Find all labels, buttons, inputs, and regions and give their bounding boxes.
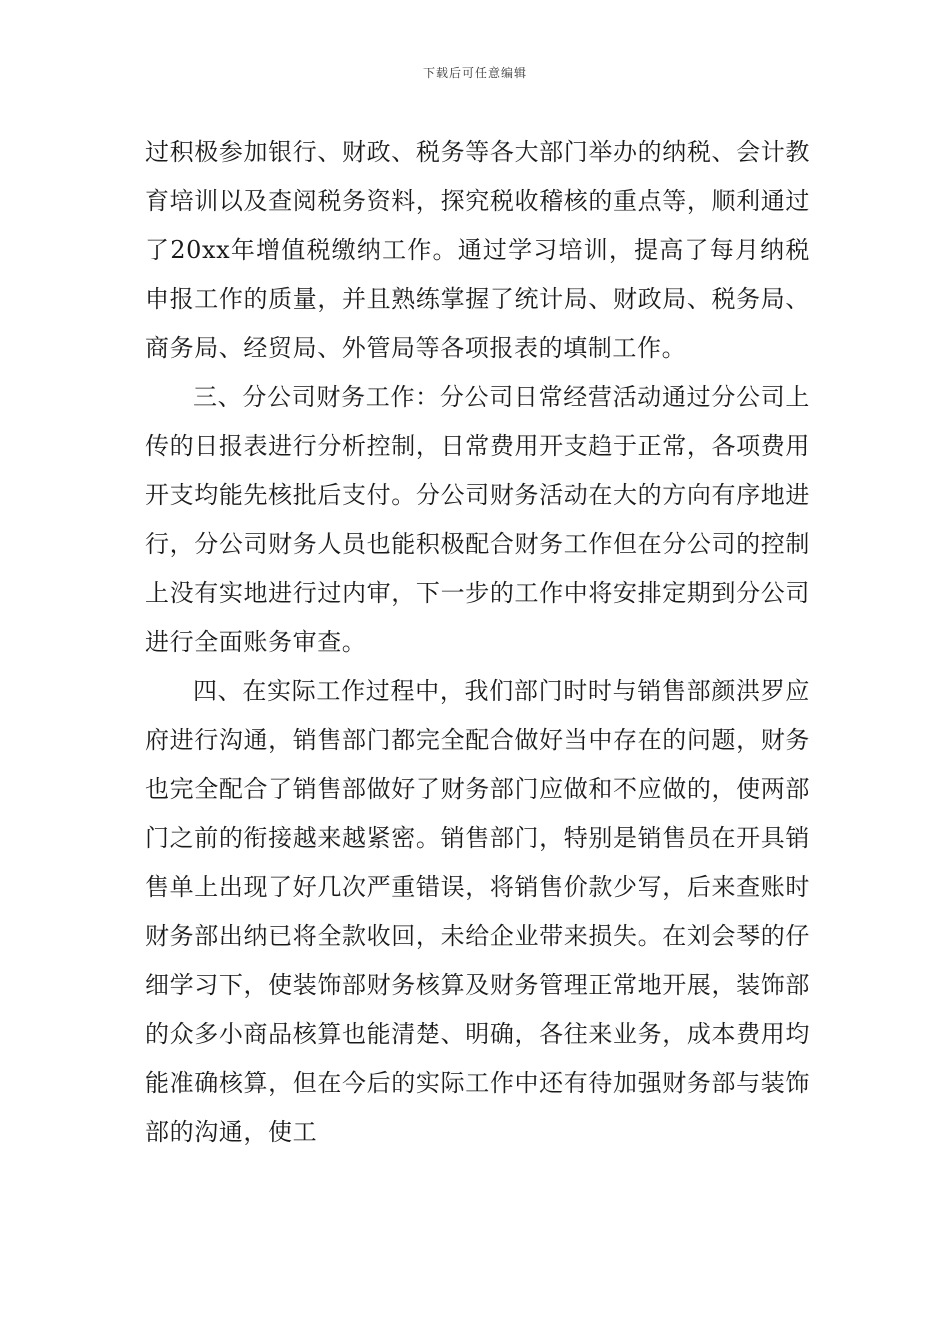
paragraph-1: 过积极参加银行、财政、税务等各大部门举办的纳税、会计教育培训以及查阅税务资料，探究税收稽核的重点等，顺利通过了20xx年增值税缴纳工作。通过学习培训，提高了每月纳税申报工作的质量，并且熟练掌握了统计局、财政局、税务局、商务局、经贸局、外管局等各项报表的填制工作。	[145, 138, 810, 362]
document-body	[145, 128, 810, 1157]
paragraph-3: 四、在实际工作过程中，我们部门时时与销售部颜洪罗应府进行沟通，销售部门都完全配合做好当中存在的问题，财务也完全配合了销售部做好了财务部门应做和不应做的，使两部门之前的衔接越来越紧密。销售部门，特别是销售员在开具销售单上出现了好几次严重错误，将销售价款少写，后来查账时财务部出纳已将全款收回，未给企业带来损失。在刘会琴的仔细学习下，使装饰部财务核算及财务管理正常地开展，装饰部的众多小商品核算也能清楚、明确，各往来业务，成本费用均能准确核算，但在今后的实际工作中还有待加强财务部与装饰部的沟通，使工	[145, 677, 810, 1146]
page-header: 下载后可任意编辑	[422, 66, 527, 80]
paragraph-2: 三、分公司财务工作：分公司日常经营活动通过分公司上传的日报表进行分析控制，日常费用开支趋于正常，各项费用开支均能先核批后支付。分公司财务活动在大的方向有序地进行，分公司财务人员也能积极配合财务工作但在分公司的控制上没有实地进行过内审，下一步的工作中将安排定期到分公司进行全面账务审查。	[145, 383, 810, 656]
